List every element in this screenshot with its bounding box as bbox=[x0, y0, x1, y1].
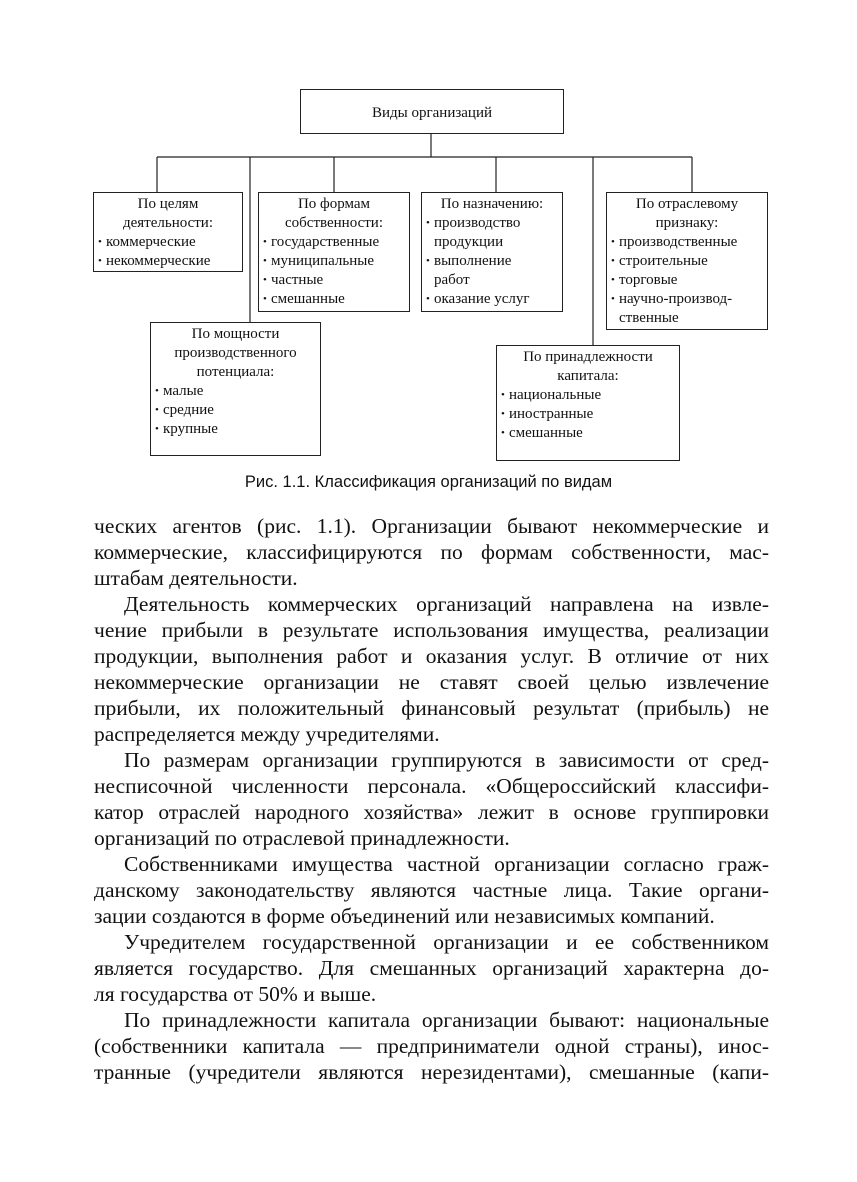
box-by-goals bbox=[93, 192, 243, 272]
text-line: Собственниками имущества частной организации согласно граж- bbox=[124, 852, 769, 876]
text-line: (собственники капитала — предприниматели одной страны), инос- bbox=[94, 1034, 769, 1058]
text-line: зации создаются в форме объединений или независимых компаний. bbox=[94, 904, 715, 928]
text-line: штабам деятельности. bbox=[94, 566, 298, 590]
box-by-ownership-heading: По формам собственности: bbox=[285, 196, 383, 231]
text-line: Деятельность коммерческих организаций направлена на извле- bbox=[124, 592, 769, 616]
text-line: транные (учредители являются нерезидентами), смешанные (капи- bbox=[94, 1060, 769, 1084]
list-item: • научно-производ- ственные bbox=[611, 291, 733, 326]
box-by-goals-heading: По целям деятельности: bbox=[122, 196, 214, 231]
list-item: • оказание услуг bbox=[426, 291, 530, 307]
figure-caption: Рис. 1.1. Классификация организаций по видам bbox=[244, 473, 613, 491]
body-text bbox=[94, 513, 769, 1085]
paragraph bbox=[94, 747, 769, 851]
box-by-industry bbox=[606, 192, 768, 330]
text-line: организаций по отраслевой принадлежности. bbox=[94, 826, 510, 850]
list-item: • производственные bbox=[611, 234, 738, 250]
paragraph bbox=[94, 513, 769, 591]
paragraph bbox=[94, 1007, 769, 1085]
box-by-capital-heading: По принадлежности капитала: bbox=[523, 349, 653, 384]
text-line: прибыли, их положительный финансовый результат (прибыль) не bbox=[94, 696, 769, 720]
text-line: ческих агентов (рис. 1.1). Организации бывают некоммерческие и bbox=[94, 514, 769, 538]
box-by-purpose bbox=[421, 192, 563, 312]
list-item: • муниципальные bbox=[263, 253, 375, 269]
box-by-capacity bbox=[150, 322, 321, 456]
list-item: • коммерческие bbox=[98, 234, 196, 250]
text-line: По принадлежности капитала организации бывают: национальные bbox=[124, 1008, 769, 1032]
text-line: ля государства от 50% и выше. bbox=[94, 982, 377, 1006]
box-by-purpose-heading: По назначению: bbox=[440, 196, 544, 212]
list-item: • смешанные bbox=[263, 291, 345, 307]
text-line: По размерам организации группируются в зависимости от сред- bbox=[124, 748, 769, 772]
text-line: продукции, выполнения работ и оказания услуг. В отличие от них bbox=[94, 644, 769, 668]
list-item: • национальные bbox=[501, 387, 602, 403]
text-line: распределяется между учредителями. bbox=[94, 722, 440, 746]
text-line: данскому законодательству являются частные лица. Такие органи- bbox=[94, 878, 769, 902]
diagram-root-label: Виды организаций bbox=[371, 105, 493, 121]
paragraph bbox=[94, 929, 769, 1007]
list-item: • средние bbox=[155, 402, 214, 418]
list-item: • крупные bbox=[155, 421, 218, 437]
text-line: катор отраслей народного хозяйства» лежит в основе группировки bbox=[94, 800, 769, 824]
list-item: • государственные bbox=[263, 234, 380, 250]
list-item: • смешанные bbox=[501, 425, 583, 441]
list-item: • выполнение работ bbox=[426, 253, 512, 288]
text-line: некоммерческие организации не ставят своей целью извлечение bbox=[94, 670, 769, 694]
list-item: • некоммерческие bbox=[98, 253, 211, 269]
text-line: Учредителем государственной организации и ее собственником bbox=[124, 930, 769, 954]
box-by-ownership bbox=[258, 192, 410, 312]
list-item: • малые bbox=[155, 383, 204, 399]
text-line: несписочной численности персонала. «Общероссийский классифи- bbox=[94, 774, 769, 798]
box-by-capital bbox=[496, 345, 680, 461]
list-item: • частные bbox=[263, 272, 324, 288]
box-by-industry-heading: По отраслевому признаку: bbox=[635, 196, 739, 231]
text-line: является государство. Для смешанных организаций характерна до- bbox=[94, 956, 769, 980]
diagram-root-box bbox=[300, 89, 564, 134]
text-line: коммерческие, классифицируются по формам собственности, мас- bbox=[94, 540, 769, 564]
list-item: • производство продукции bbox=[426, 215, 521, 250]
paragraph bbox=[94, 591, 769, 747]
list-item: • строительные bbox=[611, 253, 708, 269]
list-item: • торговые bbox=[611, 272, 678, 288]
box-by-capacity-heading: По мощности производственного потенциала: bbox=[174, 326, 297, 380]
list-item: • иностранные bbox=[501, 406, 594, 422]
paragraph bbox=[94, 851, 769, 929]
text-line: чение прибыли в результате использования имущества, реализации bbox=[94, 618, 769, 642]
